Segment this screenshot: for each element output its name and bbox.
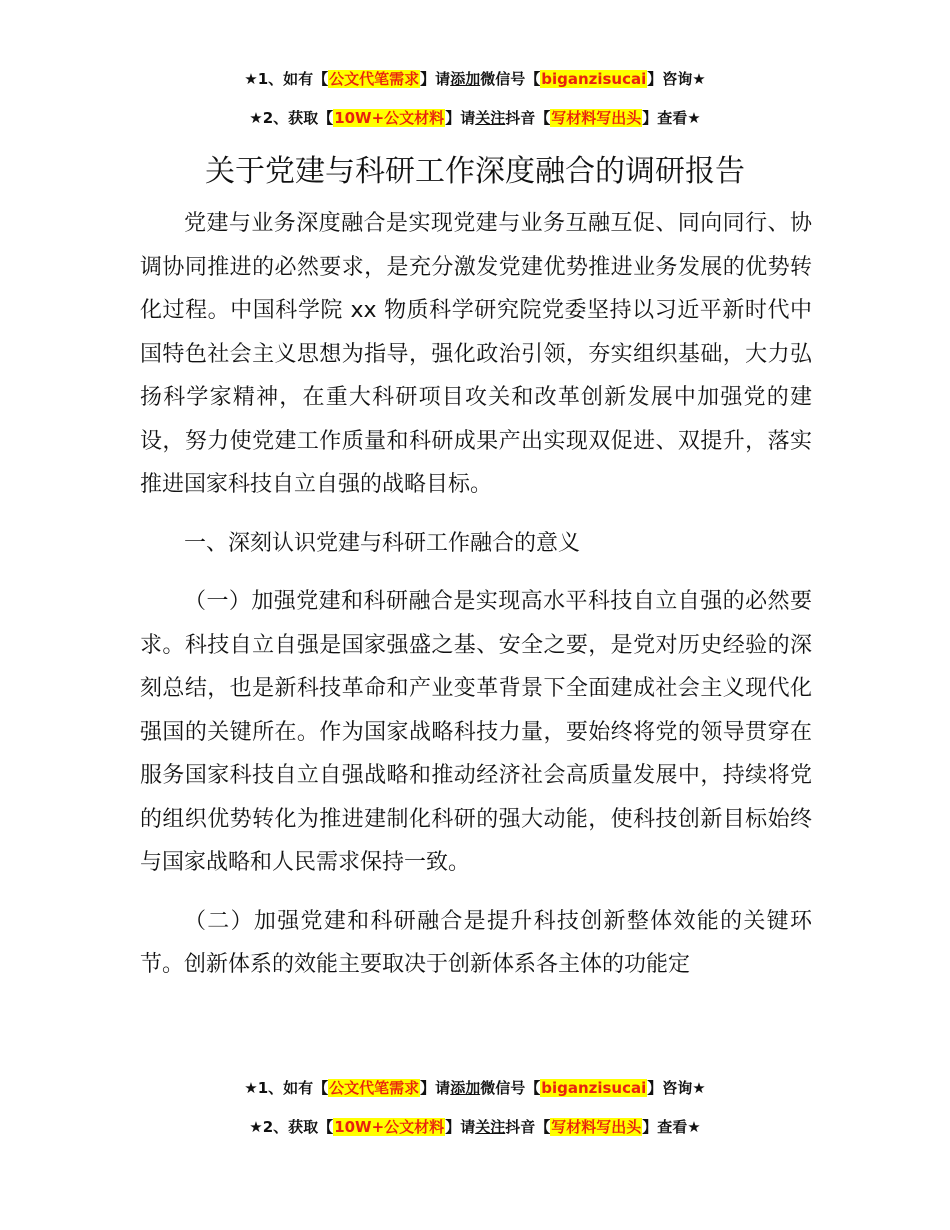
banner-highlight: 公文代笔需求 [329, 70, 420, 88]
banner-text: 】咨询★ [647, 70, 706, 88]
document-title: 关于党建与科研工作深度融合的调研报告 [205, 154, 745, 189]
banner-text: 】请 [445, 109, 476, 127]
banner-text: 】请 [420, 1079, 451, 1097]
banner-text: ★1、如有【 [244, 70, 329, 88]
banner-highlight: 写材料写出头 [551, 1118, 642, 1136]
banner-text: ★2、获取【 [249, 109, 334, 127]
banner-underline: 关注 [475, 109, 506, 127]
body-paragraph: 党建与业务深度融合是实现党建与业务互融互促、同向同行、协调协同推进的必然要求，是充分激发党建优势推进业务发展的优势转化过程。中国科学院 xx 物质科学研究院党委坚持以习近平新时代中国特色社会主义思想为指导，强化政治引领，夯实组织基础，大力弘扬科学家精神，在重大科研项目攻关和改革创新发展中加强党的建设，努力使党建工作质量和科研成果产出实现双促进、双提升，落实推进国家科技自立自强的战略目标。 [140, 211, 812, 497]
banner-highlight: biganzisucai [541, 70, 647, 88]
promo-banner-top-2 [0, 107, 950, 128]
banner-text: 抖音【 [505, 109, 551, 127]
banner-text: 】咨询★ [647, 1079, 706, 1097]
banner-text: 】查看★ [642, 109, 701, 127]
banner-text: 】请 [420, 70, 451, 88]
body-paragraph: （二）加强党建和科研融合是提升科技创新整体效能的关键环节。创新体系的效能主要取决于创新体系各主体的功能定 [140, 908, 812, 977]
banner-highlight: biganzisucai [541, 1079, 647, 1097]
banner-text: 】查看★ [642, 1118, 701, 1136]
banner-highlight: 10W+公文材料 [334, 1118, 445, 1136]
promo-banner-top-1 [0, 68, 950, 89]
banner-text: 抖音【 [505, 1118, 551, 1136]
document-body [140, 202, 812, 987]
banner-highlight: 10W+公文材料 [334, 109, 445, 127]
banner-text: 微信号【 [480, 1079, 541, 1097]
banner-text: 微信号【 [480, 70, 541, 88]
banner-text: ★2、获取【 [249, 1118, 334, 1136]
banner-highlight: 公文代笔需求 [329, 1079, 420, 1097]
promo-banner-bottom-1 [0, 1077, 950, 1098]
banner-text: ★1、如有【 [244, 1079, 329, 1097]
promo-banner-bottom-2 [0, 1116, 950, 1137]
banner-underline: 添加 [450, 1079, 481, 1097]
section-heading: 一、深刻认识党建与科研工作融合的意义 [184, 530, 581, 556]
body-paragraph: （一）加强党建和科研融合是实现高水平科技自立自强的必然要求。科技自立自强是国家强盛之基、安全之要，是党对历史经验的深刻总结，也是新科技革命和产业变革背景下全面建成社会主义现代化强国的关键所在。作为国家战略科技力量，要始终将党的领导贯穿在服务国家科技自立自强战略和推动经济社会高质量发展中，持续将党的组织优势转化为推进建制化科研的强大动能，使科技创新目标始终与国家战略和人民需求保持一致。 [140, 589, 812, 875]
banner-text: 】请 [445, 1118, 476, 1136]
banner-underline: 关注 [475, 1118, 506, 1136]
banner-highlight: 写材料写出头 [551, 109, 642, 127]
banner-underline: 添加 [450, 70, 481, 88]
